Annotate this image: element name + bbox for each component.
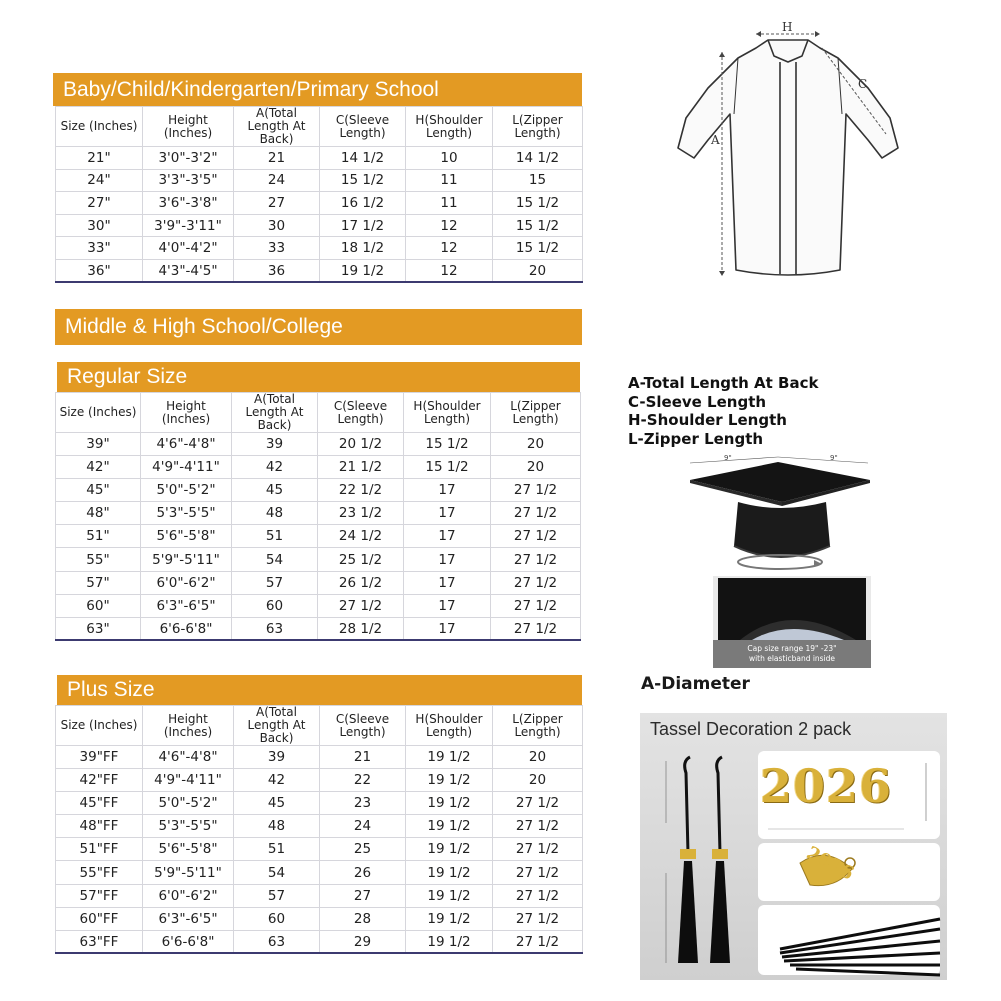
table-row — [56, 769, 583, 792]
table-row — [56, 930, 583, 953]
table-cell: 33 — [234, 237, 320, 260]
gown-label-c: C — [858, 77, 868, 91]
size-table-regular — [55, 392, 581, 641]
table-cell: 51"FF — [56, 838, 143, 861]
column-header: Height (Inches) — [143, 706, 234, 746]
table-cell: 15 1/2 — [404, 456, 491, 479]
table-row — [56, 548, 581, 571]
table-cell: 15 1/2 — [404, 433, 491, 456]
table-cell: 51 — [232, 525, 318, 548]
table-cell: 26 1/2 — [318, 571, 404, 594]
table-cell: 19 1/2 — [406, 861, 493, 884]
table-cell: 20 1/2 — [318, 433, 404, 456]
table-cell: 48" — [56, 502, 141, 525]
table-cell: 57 — [234, 884, 320, 907]
table-cell: 28 — [320, 907, 406, 930]
table-cell: 21 1/2 — [318, 456, 404, 479]
table-cell: 27 — [234, 192, 320, 215]
table-cell: 14 1/2 — [320, 147, 406, 170]
measurement-legend — [628, 374, 888, 448]
table-cell: 57" — [56, 571, 141, 594]
table-cell: 15 1/2 — [493, 214, 583, 237]
table-cell: 39" — [56, 433, 141, 456]
table-cell: 45"FF — [56, 792, 143, 815]
table-cell: 48"FF — [56, 815, 143, 838]
table-cell: 14 1/2 — [493, 147, 583, 170]
table-cell: 27 1/2 — [491, 594, 581, 617]
table-cell: 15 1/2 — [493, 237, 583, 260]
table-cell: 19 1/2 — [320, 259, 406, 282]
table-cell: 27 1/2 — [493, 861, 583, 884]
table-cell: 4'6"-4'8" — [143, 746, 234, 769]
table-cell: 12 — [406, 237, 493, 260]
table-cell: 24 1/2 — [318, 525, 404, 548]
table-row — [56, 617, 581, 640]
table-cell: 3'6"-3'8" — [143, 192, 234, 215]
table-cell: 17 — [404, 571, 491, 594]
table-cell: 17 — [404, 479, 491, 502]
table-row — [56, 147, 583, 170]
table-cell: 6'6-6'8" — [141, 617, 232, 640]
table-cell: 11 — [406, 192, 493, 215]
table-cell: 5'3"-5'5" — [143, 815, 234, 838]
table-cell: 15 — [493, 169, 583, 192]
table-cell: 42"FF — [56, 769, 143, 792]
table-cell: 6'0"-6'2" — [143, 884, 234, 907]
table-cell: 3'0"-3'2" — [143, 147, 234, 170]
section-banner-regular-size: Regular Size — [57, 362, 580, 392]
table-cell: 55" — [56, 548, 141, 571]
table-cell: 6'3"-6'5" — [143, 907, 234, 930]
column-header: C(Sleeve Length) — [320, 107, 406, 147]
table-cell: 23 1/2 — [318, 502, 404, 525]
table-cell: 17 — [404, 617, 491, 640]
section-banner-middle-high-college: Middle & High School/College — [55, 309, 582, 345]
table-cell: 23 — [320, 792, 406, 815]
table-cell: 21 — [234, 147, 320, 170]
table-cell: 45 — [234, 792, 320, 815]
table-cell: 33" — [56, 237, 143, 260]
table-cell: 12 — [406, 259, 493, 282]
table-row — [56, 502, 581, 525]
table-cell: 19 1/2 — [406, 792, 493, 815]
column-header: A(Total Length At Back) — [234, 706, 320, 746]
table-cell: 19 1/2 — [406, 838, 493, 861]
table-header — [56, 393, 581, 433]
table-cell: 24 — [320, 815, 406, 838]
table-cell: 45" — [56, 479, 141, 502]
table-row — [56, 456, 581, 479]
table-cell: 20 — [491, 456, 581, 479]
section-banner-plus-size: Plus Size — [57, 675, 582, 705]
table-cell: 27 1/2 — [493, 815, 583, 838]
table-cell: 21" — [56, 147, 143, 170]
table-cell: 15 1/2 — [320, 169, 406, 192]
table-cell: 57"FF — [56, 884, 143, 907]
table-cell: 19 1/2 — [406, 907, 493, 930]
table-cell: 63 — [234, 930, 320, 953]
table-row — [56, 815, 583, 838]
table-row — [56, 571, 581, 594]
table-cell: 28 1/2 — [318, 617, 404, 640]
table-cell: 5'9"-5'11" — [141, 548, 232, 571]
table-cell: 27" — [56, 192, 143, 215]
table-cell: 16 1/2 — [320, 192, 406, 215]
table-cell: 24" — [56, 169, 143, 192]
table-cell: 5'6"-5'8" — [143, 838, 234, 861]
size-table-plus — [55, 705, 583, 954]
section-banner-baby: Baby/Child/Kindergarten/Primary School — [53, 73, 582, 106]
table-cell: 27 1/2 — [491, 502, 581, 525]
tassel-year-charm-small: 2026 — [803, 842, 858, 885]
table-row — [56, 594, 581, 617]
table-cell: 27 1/2 — [493, 930, 583, 953]
table-cell: 15 1/2 — [493, 192, 583, 215]
table-cell: 55"FF — [56, 861, 143, 884]
column-header: Height (Inches) — [141, 393, 232, 433]
table-row — [56, 792, 583, 815]
table-cell: 60"FF — [56, 907, 143, 930]
table-row — [56, 525, 581, 548]
table-cell: 5'0"-5'2" — [141, 479, 232, 502]
column-header: Size (Inches) — [56, 706, 143, 746]
column-header: H(Shoulder Length) — [406, 107, 493, 147]
table-cell: 17 — [404, 525, 491, 548]
table-header — [56, 706, 583, 746]
legend-item: C-Sleeve Length — [628, 392, 767, 411]
gown-label-a: A — [711, 133, 720, 147]
table-cell: 39 — [234, 746, 320, 769]
column-header: Size (Inches) — [56, 107, 143, 147]
table-cell: 10 — [406, 147, 493, 170]
table-cell: 20 — [491, 433, 581, 456]
table-cell: 19 1/2 — [406, 769, 493, 792]
table-header — [56, 107, 583, 147]
table-cell: 39"FF — [56, 746, 143, 769]
table-cell: 57 — [232, 571, 318, 594]
table-cell: 3'9"-3'11" — [143, 214, 234, 237]
column-header: Height (Inches) — [143, 107, 234, 147]
table-cell: 27 1/2 — [491, 617, 581, 640]
table-cell: 60 — [232, 594, 318, 617]
table-cell: 48 — [232, 502, 318, 525]
table-row — [56, 214, 583, 237]
table-cell: 42 — [234, 769, 320, 792]
cap-brim-left-label: 9" — [724, 454, 732, 462]
table-cell: 27 1/2 — [491, 548, 581, 571]
table-row — [56, 884, 583, 907]
table-row — [56, 169, 583, 192]
table-cell: 21 — [320, 746, 406, 769]
table-cell: 60 — [234, 907, 320, 930]
tassel-illustration — [640, 713, 947, 980]
table-row — [56, 907, 583, 930]
table-cell: 6'0"-6'2" — [141, 571, 232, 594]
table-cell: 26 — [320, 861, 406, 884]
table-cell: 54 — [234, 861, 320, 884]
size-table-baby — [55, 106, 583, 283]
table-cell: 5'3"-5'5" — [141, 502, 232, 525]
table-cell: 25 1/2 — [318, 548, 404, 571]
cap-caption-line1: Cap size range 19" -23" — [747, 644, 837, 653]
table-cell: 20 — [493, 259, 583, 282]
table-cell: 42" — [56, 456, 141, 479]
table-cell: 51" — [56, 525, 141, 548]
table-row — [56, 433, 581, 456]
cap-caption-line2: with elasticband inside — [748, 654, 836, 663]
tassel-title: Tassel Decoration 2 pack — [650, 719, 852, 739]
column-header: C(Sleeve Length) — [320, 706, 406, 746]
table-cell: 19 1/2 — [406, 815, 493, 838]
table-cell: 18 1/2 — [320, 237, 406, 260]
table-cell: 20 — [493, 746, 583, 769]
table-cell: 11 — [406, 169, 493, 192]
table-cell: 17 — [404, 548, 491, 571]
table-cell: 27 1/2 — [493, 884, 583, 907]
table-cell: 29 — [320, 930, 406, 953]
table-cell: 25 — [320, 838, 406, 861]
table-cell: 6'6-6'8" — [143, 930, 234, 953]
table-cell: 27 1/2 — [493, 792, 583, 815]
table-cell: 27 1/2 — [491, 525, 581, 548]
a-diameter-label: A-Diameter — [641, 674, 750, 694]
column-header: C(Sleeve Length) — [318, 393, 404, 433]
table-cell: 12 — [406, 214, 493, 237]
table-cell: 20 — [493, 769, 583, 792]
column-header: H(Shoulder Length) — [406, 706, 493, 746]
table-row — [56, 479, 581, 502]
table-cell: 27 1/2 — [493, 907, 583, 930]
tassel-year-charm: 2026 — [760, 759, 893, 813]
legend-item: L-Zipper Length — [628, 429, 764, 448]
table-row — [56, 259, 583, 282]
table-cell: 4'0"-4'2" — [143, 237, 234, 260]
table-cell: 19 1/2 — [406, 884, 493, 907]
table-cell: 22 1/2 — [318, 479, 404, 502]
table-cell: 3'3"-3'5" — [143, 169, 234, 192]
table-cell: 63 — [232, 617, 318, 640]
table-cell: 36" — [56, 259, 143, 282]
table-row — [56, 838, 583, 861]
table-cell: 4'9"-4'11" — [141, 456, 232, 479]
column-header: L(Zipper Length) — [493, 107, 583, 147]
table-cell: 6'3"-6'5" — [141, 594, 232, 617]
table-cell: 63"FF — [56, 930, 143, 953]
gown-label-h: H — [782, 20, 793, 34]
table-cell: 24 — [234, 169, 320, 192]
table-cell: 4'3"-4'5" — [143, 259, 234, 282]
table-cell: 19 1/2 — [406, 746, 493, 769]
table-cell: 27 1/2 — [491, 571, 581, 594]
table-row — [56, 861, 583, 884]
cap-brim-right-label: 9" — [830, 454, 838, 462]
table-cell: 30 — [234, 214, 320, 237]
table-cell: 30" — [56, 214, 143, 237]
table-cell: 17 — [404, 594, 491, 617]
column-header: H(Shoulder Length) — [404, 393, 491, 433]
table-cell: 48 — [234, 815, 320, 838]
table-cell: 4'9"-4'11" — [143, 769, 234, 792]
column-header: A(Total Length At Back) — [234, 107, 320, 147]
table-cell: 27 1/2 — [491, 479, 581, 502]
table-cell: 42 — [232, 456, 318, 479]
table-cell: 5'6"-5'8" — [141, 525, 232, 548]
column-header: L(Zipper Length) — [493, 706, 583, 746]
table-cell: 17 — [404, 502, 491, 525]
table-row — [56, 237, 583, 260]
column-header: L(Zipper Length) — [491, 393, 581, 433]
table-cell: 27 1/2 — [493, 838, 583, 861]
legend-item: H-Shoulder Length — [628, 411, 787, 429]
table-cell: 22 — [320, 769, 406, 792]
table-row — [56, 192, 583, 215]
table-cell: 51 — [234, 838, 320, 861]
table-cell: 5'9"-5'11" — [143, 861, 234, 884]
table-cell: 5'0"-5'2" — [143, 792, 234, 815]
table-cell: 54 — [232, 548, 318, 571]
column-header: Size (Inches) — [56, 393, 141, 433]
table-cell: 39 — [232, 433, 318, 456]
gown-measurement-diagram — [668, 18, 908, 288]
table-cell: 60" — [56, 594, 141, 617]
table-cell: 27 — [320, 884, 406, 907]
table-cell: 63" — [56, 617, 141, 640]
table-cell: 4'6"-4'8" — [141, 433, 232, 456]
column-header: A(Total Length At Back) — [232, 393, 318, 433]
table-row — [56, 746, 583, 769]
tassel-decoration-panel — [640, 713, 947, 980]
table-cell: 19 1/2 — [406, 930, 493, 953]
graduation-cap-illustration — [680, 450, 880, 675]
table-cell: 17 1/2 — [320, 214, 406, 237]
table-cell: 36 — [234, 259, 320, 282]
table-cell: 27 1/2 — [318, 594, 404, 617]
table-cell: 45 — [232, 479, 318, 502]
legend-item: A-Total Length At Back — [628, 374, 819, 392]
